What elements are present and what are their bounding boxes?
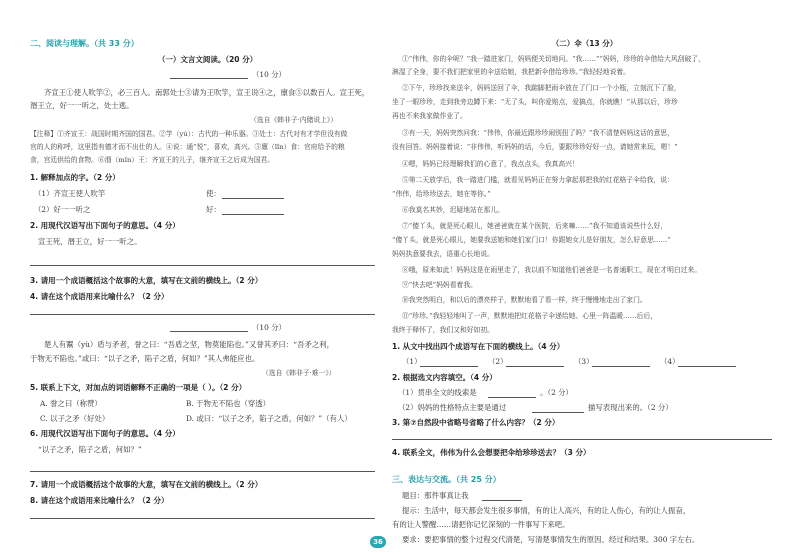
answer-blank-r2a[interactable] (488, 397, 536, 398)
part-1-title: （一）文言文阅读。（20 分） (157, 55, 258, 64)
idiom-slot-2: （2） (488, 357, 508, 366)
question-r3: 3. 第⑦自然段中省略号省略了什么内容？（2 分） (392, 418, 560, 427)
question-r2-a-tail: 。（2 分） (540, 388, 573, 397)
paragraph-4: ④嗯，妈妈已经理解我们的心意了，我点点头，我真高兴！ (402, 160, 579, 168)
answer-line-4[interactable] (30, 314, 375, 315)
question-1-b-word: 好： (206, 205, 221, 214)
idiom-slot-4: （4） (660, 357, 680, 366)
paragraph-7c: 妈妈执意要我去，语重心长地说。 (392, 250, 494, 258)
paragraph-10: ⑩我突然明白，和以后的漂亮样子，默默地看了看一样，终于慢慢地走出了家门。 (402, 296, 647, 304)
option-5-c[interactable]: C. 以子之矛（好处） (40, 414, 110, 423)
essay-topic: 题目：那件事真让我 (402, 491, 469, 500)
passage-1-source: （选自《韩非子·内储说上》） (250, 116, 338, 124)
title-blank-2[interactable] (170, 331, 248, 332)
answer-line-6[interactable] (30, 471, 375, 472)
paragraph-1: ①“伟伟，你的伞呢？”我一踏进家门，妈妈便关切地问。“我……”“妈妈，珍珍的伞借给大风刮破了， (402, 55, 705, 63)
paragraph-11: ⑪“珍珍。”我轻轻地叫了一声，默默地把红花格子伞递给她。心里一阵温暖……后后， (402, 312, 658, 320)
notes-line-1: 【注释】①齐宣王：战国时期齐国的国君。②竽（yú）：古代的一种乐器。③处士：古代对有才学但没有做 (30, 130, 348, 138)
passage-2-line-2: 于物无不陷也。”或曰：“以子之矛，陷子之盾，何如？”其人弗能应也。 (30, 354, 260, 363)
paragraph-7: ⑦“傻丫头，就是死心眼儿，她爸爸就在某个医院，后来嘛……”我不知道该说些什么好， (402, 222, 668, 230)
section-3-title: 三、表达与交流。（共 25 分） (392, 475, 501, 484)
notes-line-3: 食，宫廷供给的食物。⑥湣（mǐn）王：齐宣王的儿子，继齐宣王之后成为国君。 (30, 156, 275, 164)
idiom-blank-1[interactable] (420, 366, 478, 367)
passage-1-score: （10 分） (252, 70, 286, 79)
option-5-b[interactable]: B. 于物无不陷也（穿透） (186, 399, 271, 408)
question-4: 4. 请在这个成语用来比喻什么？（2 分） (30, 292, 169, 301)
passage-1-line-2: 湣王立，好一一听之，处士逃。 (30, 101, 134, 110)
question-8: 8. 请在这个成语用来比喻什么？（2 分） (30, 496, 169, 505)
question-r2-a: （1）贯串全文的线索是 (398, 388, 477, 397)
question-6-sentence: “以子之矛，陷子之盾，何如？” (38, 445, 142, 454)
question-1-a-word: 使： (206, 189, 221, 198)
idiom-blank-4[interactable] (678, 366, 736, 367)
paragraph-3b: 没有回答。妈妈接着说：“非伟伟，听妈妈的话，今后，要跟珍珍好好一点，请她常来玩，嗯！” (392, 143, 678, 151)
paragraph-11b: 我终于释怀了，我们又和好如初。 (392, 326, 494, 334)
question-r2: 2. 根据选文内容填空。（4 分） (392, 373, 497, 382)
idiom-slot-3: （3） (574, 357, 594, 366)
notes-line-2: 官的人的称呼，这里指有德才而不出仕的人。④说：通“悦”，喜欢，高兴。⑤廪（lǐn）食：官府给予的粮 (30, 143, 345, 151)
answer-blank-r2b[interactable] (532, 412, 584, 413)
idiom-slot-1: （1） (402, 357, 422, 366)
passage-1-line-1: 齐宣王①使人吹竽②，必三百人。南郭处士③请为王吹竽，宣王说④之，廪食⑤以数百人。宣王死， (44, 88, 370, 97)
question-r2-b: （2）妈妈的性格特点主要是通过 (398, 403, 507, 412)
option-5-a[interactable]: A. 誉之曰（称赞） (40, 399, 102, 408)
title-blank-1[interactable] (170, 78, 248, 79)
answer-line-r3[interactable] (392, 439, 772, 440)
idiom-blank-3[interactable] (592, 366, 650, 367)
idiom-blank-2[interactable] (506, 366, 564, 367)
question-6: 6. 用现代汉语写出下面句子的意思。（4 分） (30, 429, 180, 438)
question-r1: 1. 从文中找出四个成语写在下面的横线上。（4 分） (392, 342, 565, 351)
passage-2-source: （选自《韩非子·难一》） (262, 369, 336, 377)
answer-line-2[interactable] (30, 265, 375, 266)
question-1: 1. 解释加点的字。（2 分） (30, 173, 120, 182)
answer-blank-1b[interactable] (222, 214, 284, 215)
paragraph-2b: 坐了一眼珍珍，走到我旁边蹲下来：“无了头，叫你爱赔点，爱搞点，你就瞧！”从那以后，珍珍 (392, 98, 678, 106)
paragraph-2: ②下午，珍珍找来送伞，妈妈送回了伞，我踮脚把雨伞放在了门口一个小瓶，立刻沉下了脸， (402, 84, 681, 92)
paragraph-2c: 再也不来我家做作业了。 (392, 112, 467, 120)
paragraph-6: ⑥我莫名其妙，迟疑地站在那儿。 (402, 206, 504, 214)
question-2-sentence: 宣王死，湣王立，好一一听之。 (38, 237, 142, 246)
essay-hint-1: 提示：生活中，每天都会发生很多事情，有的让人高兴，有的让人伤心，有的让人振奋， (402, 506, 691, 515)
question-2: 2. 用现代汉语写出下面句子的意思。（4 分） (30, 221, 180, 230)
question-1-b: （2）好一一听之 (34, 205, 91, 214)
paragraph-7b: “傻丫头，就是死心眼儿，她要我送她和她们家门口！你跟她女儿是好朋友，怎么好意思……” (392, 236, 671, 244)
answer-line-8[interactable] (30, 518, 375, 519)
question-3: 3. 请用一个成语概括这个故事的大意，填写在文前的横线上。（2 分） (30, 276, 263, 285)
page-number: 36 (370, 536, 386, 548)
paragraph-5: ⑤第二天放学后，我一踏进门槛，就看见妈妈正在努力拿起那把我的红花格子伞给我，说： (402, 176, 674, 184)
paragraph-3: ③有一天，妈妈突然问我：“伟伟，你最近跟珍珍闹别扭了吗？”我不清楚妈妈这话的意思， (402, 129, 675, 137)
paragraph-1b: 淋湿了全身，要不我们把家里的伞送给她，我把新伞借给珍珍。”我轻轻地说着。 (392, 68, 630, 76)
answer-blank-1a[interactable] (222, 198, 284, 199)
paragraph-8: ⑧哦，原来如此！妈妈这是在雨里走了，我以前不知道他们爸爸是一名普通职工，现在才明白过来。 (402, 266, 702, 274)
option-5-d[interactable]: D. 或曰：“以子之矛，陷子之盾，何如？”（有人） (186, 414, 352, 423)
topic-blank[interactable] (482, 500, 522, 501)
question-1-a: （1）齐宣王使人吹竽 (34, 189, 106, 198)
passage-2-line-1: 楚人有鬻（yù）盾与矛者，誉之曰：“吾盾之坚，物莫能陷也。”又誉其矛曰：“吾矛之利， (44, 340, 335, 349)
question-7: 7. 请用一个成语概括这个故事的大意，填写在文前的横线上。（2 分） (30, 480, 263, 489)
question-5: 5. 联系上下文，对加点的词语解释不正确的一项是（ ）。（2 分） (30, 383, 247, 392)
section-2-title: 二、阅读与理解。（共 33 分） (30, 39, 139, 48)
essay-requirement: 要求：要把事情的整个过程交代清楚，写清楚事情发生的原因、经过和结果。300 字左右。 (402, 535, 700, 544)
paragraph-5b: “伟伟，给珍珍送去，她在等你。” (392, 190, 491, 198)
question-r4: 4. 联系全文，伟伟为什么会想要把伞给珍珍送去？（3 分） (392, 448, 591, 457)
essay-hint-2: 有的让人警醒……请把你记忆深刻的一件事写下来吧。 (392, 520, 570, 529)
part-2-title: （二）伞（13 分） (551, 39, 618, 48)
question-r2-b-tail: 描写表现出来的。（2 分） (588, 403, 673, 412)
passage-2-score: （10 分） (252, 323, 286, 332)
paragraph-9: ⑨“快去吧”妈妈看着我。 (402, 281, 477, 289)
